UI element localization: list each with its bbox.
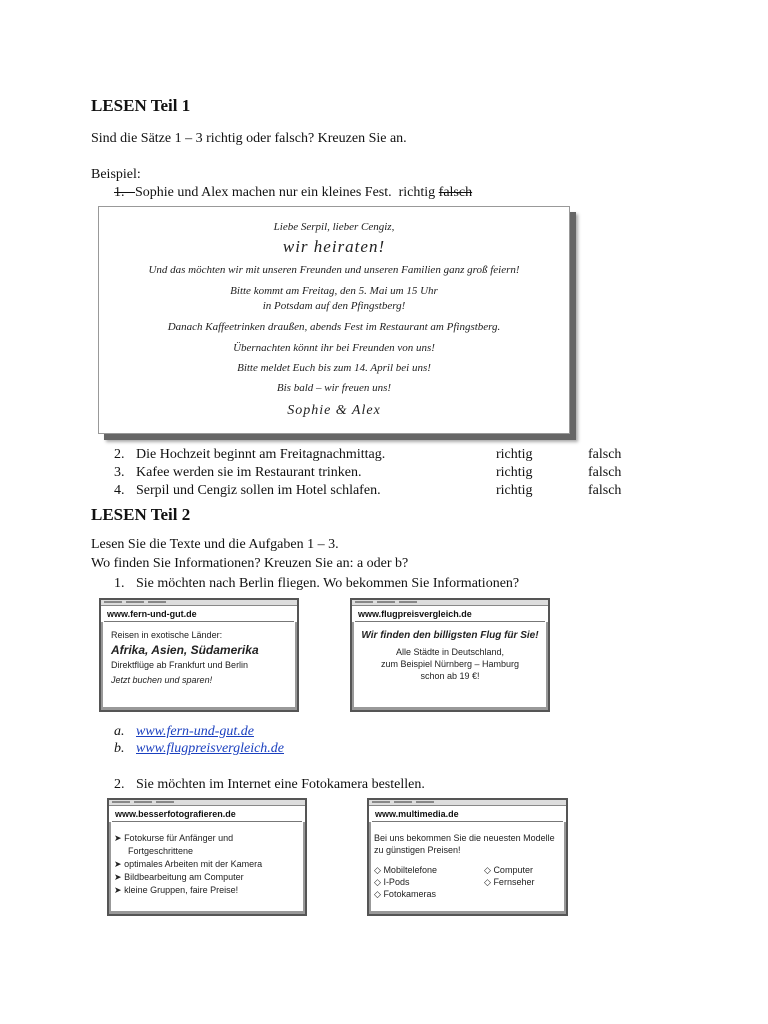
url-multimedia: www.multimedia.de: [372, 807, 563, 822]
website-besserfotografieren: [107, 798, 307, 916]
url-flugpreisvergleich: www.flugpreisvergleich.de: [355, 607, 545, 622]
diamond-icon: ◇: [374, 877, 381, 887]
win-c-item1: Fotokurse für Anfänger und: [124, 833, 234, 843]
item-2-richtig[interactable]: richtig: [496, 447, 533, 462]
arrow-icon: ➤: [114, 872, 122, 882]
win-c-item2: optimales Arbeiten mit der Kamera: [124, 859, 263, 869]
answer-a-link[interactable]: www.fern-und-gut.de: [136, 724, 254, 739]
win-a-line4: Jetzt buchen und sparen!: [111, 675, 213, 685]
invite-line2: Bitte kommt am Freitag, den 5. Mai um 15 Uhr: [230, 285, 438, 297]
win-a-line3: Direktflüge ab Frankfurt und Berlin: [111, 660, 249, 670]
example-falsch: falsch: [438, 185, 473, 200]
q1-num: 1.: [114, 576, 125, 591]
part1-instruction: Sind die Sätze 1 – 3 richtig oder falsch? Kreuzen Sie an.: [91, 131, 407, 146]
win-c-item4: kleine Gruppen, faire Preise!: [124, 885, 239, 895]
invite-greeting: Liebe Serpil, lieber Cengiz,: [273, 221, 395, 233]
website-fern-und-gut: [99, 598, 299, 712]
part1-heading: LESEN Teil 1: [91, 96, 191, 115]
item-4-richtig[interactable]: richtig: [496, 483, 533, 498]
win-b-line1: Wir finden den billigsten Flug für Sie!: [361, 630, 539, 641]
invite-line5: Übernachten könnt ihr bei Freunden von uns!: [233, 342, 435, 354]
example-label: Beispiel:: [91, 167, 141, 182]
invitation-card: [98, 206, 570, 434]
item-3-richtig[interactable]: richtig: [496, 465, 533, 480]
answer-b-letter: b.: [114, 741, 125, 756]
item-2-text: Die Hochzeit beginnt am Freitagnachmittag.: [136, 447, 386, 462]
arrow-icon: ➤: [114, 859, 122, 869]
q2-text: Sie möchten im Internet eine Fotokamera bestellen.: [136, 777, 425, 792]
win-d-col2-item1: Computer: [493, 865, 533, 875]
diamond-icon: ◇: [484, 877, 491, 887]
invite-line3: in Potsdam auf den Pfingstberg!: [262, 300, 406, 312]
diamond-icon: ◇: [374, 865, 381, 875]
win-d-intro1: Bei uns bekommen Sie die neuesten Modelle: [374, 833, 555, 843]
diamond-icon: ◇: [374, 889, 381, 899]
arrow-icon: ➤: [114, 833, 122, 843]
example-row: [114, 185, 472, 201]
url-besserfotografieren: www.besserfotografieren.de: [112, 807, 302, 822]
part2-instruction2: Wo finden Sie Informationen? Kreuzen Sie an: a oder b?: [91, 556, 409, 571]
q1-text: Sie möchten nach Berlin fliegen. Wo bekommen Sie Informationen?: [136, 576, 520, 591]
item-4-text: Serpil und Cengiz sollen im Hotel schlafen.: [136, 483, 381, 498]
win-d-col1-item3: Fotokameras: [383, 889, 436, 899]
diamond-icon: ◇: [484, 865, 491, 875]
q2-num: 2.: [114, 777, 125, 792]
item-2-num: 2.: [114, 447, 125, 462]
website-flugpreisvergleich: [350, 598, 550, 712]
item-3-num: 3.: [114, 465, 125, 480]
invite-line4: Danach Kaffeetrinken draußen, abends Fest im Restaurant am Pfingstberg.: [167, 321, 501, 333]
win-a-line1: Reisen in exotische Länder:: [111, 630, 223, 640]
item-3-falsch[interactable]: falsch: [588, 465, 622, 480]
answer-a-letter: a.: [114, 724, 125, 739]
invite-line7: Bis bald – wir freuen uns!: [276, 382, 392, 394]
example-text: Sophie und Alex machen nur ein kleines Fest.: [135, 185, 392, 200]
example-number: 1.: [114, 185, 125, 200]
answer-b-link[interactable]: www.flugpreisvergleich.de: [136, 741, 285, 756]
invite-signature: Sophie & Alex: [287, 403, 381, 418]
win-c-item1b: Fortgeschrittene: [128, 846, 194, 856]
part2-instruction1: Lesen Sie die Texte und die Aufgaben 1 – 3.: [91, 537, 339, 552]
win-d-intro2: zu günstigen Preisen!: [374, 845, 461, 855]
item-4-falsch[interactable]: falsch: [588, 483, 622, 498]
website-multimedia: [367, 798, 568, 916]
invite-headline: wir heiraten!: [282, 237, 386, 256]
item-3-text: Kafee werden sie im Restaurant trinken.: [136, 465, 362, 480]
item-4-num: 4.: [114, 483, 125, 498]
invite-line1: Und das möchten wir mit unseren Freunden und unseren Familien ganz groß feiern!: [148, 264, 520, 276]
win-c-item3: Bildbearbeitung am Computer: [124, 872, 244, 882]
win-b-line2: Alle Städte in Deutschland,: [395, 647, 505, 657]
win-b-line4: schon ab 19 €!: [420, 671, 480, 681]
arrow-icon: ➤: [114, 885, 122, 895]
win-a-line2: Afrika, Asien, Südamerika: [111, 643, 259, 657]
item-2-falsch[interactable]: falsch: [588, 447, 622, 462]
invite-line6: Bitte meldet Euch bis zum 14. April bei uns!: [237, 362, 431, 374]
win-d-col1-item1: Mobiltelefone: [383, 865, 437, 875]
win-b-line3: zum Beispiel Nürnberg – Hamburg: [380, 659, 520, 669]
part2-heading: LESEN Teil 2: [91, 505, 191, 524]
example-richtig: richtig: [398, 185, 436, 200]
win-d-col2-item2: Fernseher: [493, 877, 535, 887]
url-fern-und-gut: www.fern-und-gut.de: [104, 607, 294, 622]
win-d-col1-item2: I-Pods: [383, 877, 410, 887]
